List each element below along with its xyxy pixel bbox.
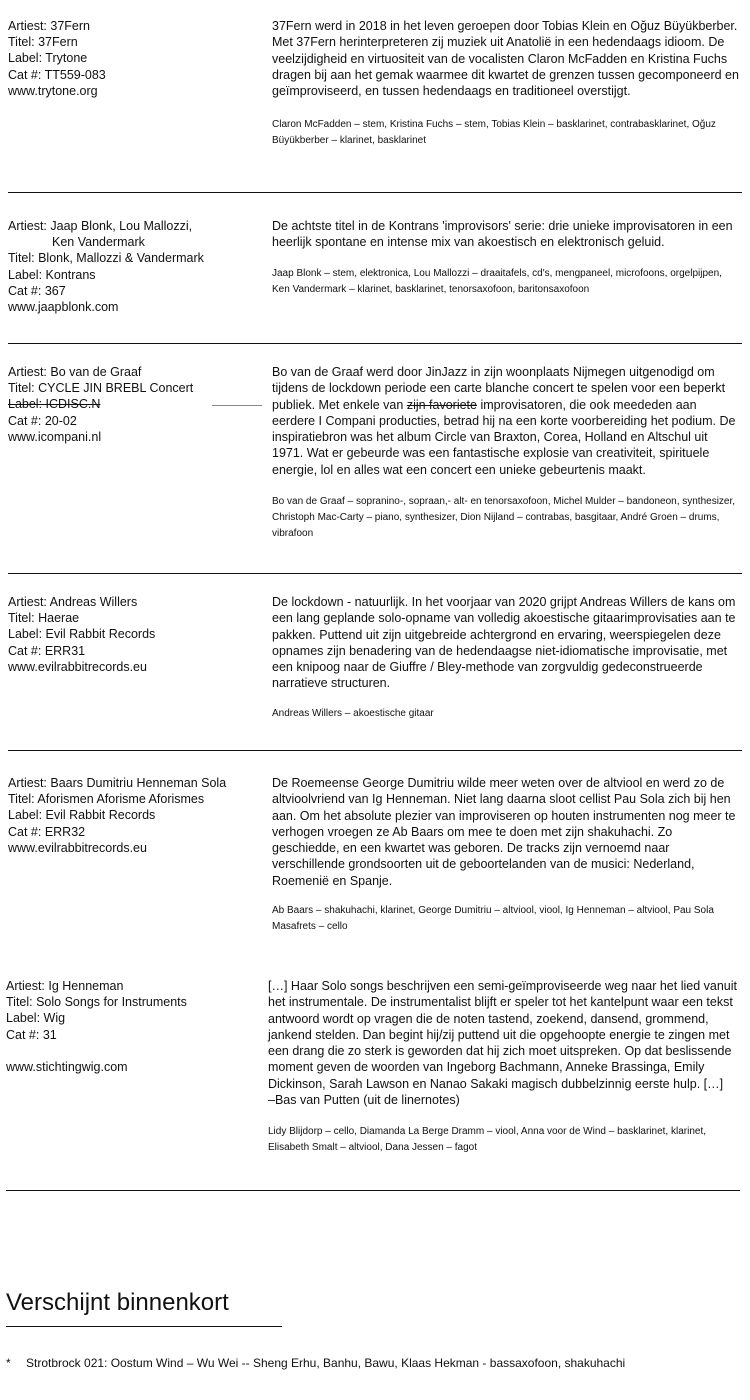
release-text — [268, 978, 738, 1156]
artist-continued: Ken Vandermark — [52, 235, 145, 250]
label: Label: Evil Rabbit Records — [8, 627, 156, 642]
catalog-number: Cat #: 367 — [8, 283, 66, 298]
description: […] Haar Solo songs beschrijven een semi-geïmproviseerde weg naar het lied vanuit het instrumentale. De instrumentalist blijft er speler tot het kantelpunt waar een tekst antwoord wordt op vragen die de noten tastend, zoekend, dansend, grommend, jankend stelden. Dan begint hij/zij puttend uit die opgehoopte energie te zingen met een drang die zo sterk is geworden dat hij zich moet uitspreken. Op dat beslissende moment geven de woorden van Ingeborg Bachmann, Anneke Brassinga, Emily Dickinson, Sarah Lawson en Nanao Sakaki magisch dubbelzinnig eerste hulp. […] — [268, 979, 737, 1091]
description: De lockdown - natuurlijk. In het voorjaar van 2020 grijpt Andreas Willers de kans om een lang geplande solo-opname van volledig akoestische gitaarimprovisaties aan te pakken. Puttend uit zijn uitgebreide achtergrond en ervaring, weerspiegelen deze opnames zijn benadering van de hedendaagse niet-idiomatische improvisatie, met een knipoog naar de Giuffre / Bley-methode van zorgvuldig gedeconstrueerde narratieve structuren. — [272, 595, 736, 691]
credits: Andreas Willers – akoestische gitaar — [272, 707, 434, 719]
upcoming-release-text: Strotbrock 021: Oostum Wind – Wu Wei -- Sheng Erhu, Banhu, Bawu, Klaas Hekman - bassaxofoon, shakuhachi — [26, 1356, 626, 1370]
divider — [8, 192, 742, 193]
label: Label: Kontrans — [8, 267, 96, 282]
description: De achtste titel in de Kontrans 'improvisors' serie: drie unieke improvisatoren in een heerlijk spontane en intense mix van akoestisch en elektronisch geluid. — [272, 219, 733, 250]
artist: Artiest: Baars Dumitriu Henneman Sola — [8, 776, 227, 790]
title: Titel: Blonk, Mallozzi & Vandermark — [8, 251, 204, 266]
credits: Ab Baars – shakuhachi, klarinet, George Dumitriu – altviool, viool, Ig Henneman – altviool, Pau Sola Masafrets – cello — [272, 905, 714, 933]
artist: Artiest: Bo van de Graaf — [8, 365, 142, 379]
title: Titel: Haerae — [8, 611, 80, 626]
website-link[interactable]: www.evilrabbitrecords.eu — [8, 840, 147, 855]
description: 37Fern werd in 2018 in het leven geroepen door Tobias Klein en Oğuz Büyükberber. Met 37Fern herinterpreteren zij muziek uit Anatolië in een hedendaags idioom. De veelzijdigheid en virtuositeit van de vocalisten Claron McFadden en Kristina Fuchs dragen bij aan het gemak waarmee dit kwartet de grenzen tussen gecomponeerd en geïmproviseerd, en tussen hedendaags en traditioneel overstijgt. — [272, 19, 739, 99]
artist: Artiest: Ig Henneman — [6, 979, 124, 993]
website-link[interactable]: www.evilrabbitrecords.eu — [8, 659, 147, 674]
website-link[interactable]: www.trytone.org — [8, 83, 98, 98]
catalog-number: Cat #: ERR31 — [8, 643, 86, 658]
credits: Lidy Blijdorp – cello, Diamanda La Berge Dramm – viool, Anna voor de Wind – basklarinet, klarinet, Elisabeth Smalt – altviool, Dana Jessen – fagot — [268, 1126, 706, 1154]
divider — [6, 1190, 740, 1191]
artist: Artiest: Jaap Blonk, Lou Mallozzi, — [8, 219, 193, 233]
credits: Bo van de Graaf – sopranino-, sopraan,- alt- en tenorsaxofoon, Michel Mulder – bandoneon, synthesizer, Christoph Mac-Carty – piano, synthesizer, Dion Nijland – contrabas, basgitaar, André Groen – drums, vibrafoon — [272, 496, 736, 540]
release-info — [6, 978, 256, 1075]
artist: Artiest: Andreas Willers — [8, 595, 138, 609]
credits: Claron McFadden – stem, Kristina Fuchs – stem, Tobias Klein – basklarinet, contrabasklarinet, Oğuz Büyükberber – klarinet, basklarinet — [272, 119, 716, 147]
title: Titel: Aforismen Aforisme Aforismes — [8, 792, 205, 807]
release-text — [272, 594, 742, 722]
website-link[interactable]: www.jaapblonk.com — [8, 300, 119, 315]
label: Label: Trytone — [8, 51, 88, 66]
release-info — [8, 218, 258, 315]
label: Label: ICDISC.N — [8, 397, 101, 412]
catalog-number: Cat #: TT559-083 — [8, 67, 106, 82]
release-info — [8, 775, 258, 856]
catalog-number: Cat #: 31 — [6, 1027, 57, 1042]
release-info — [8, 18, 258, 99]
title: Titel: 37Fern — [8, 35, 78, 50]
quote-source: –Bas van Putten (uit de linernotes) — [268, 1093, 460, 1108]
release-text — [272, 775, 742, 935]
title: Titel: CYCLE JIN BREBL Concert — [8, 381, 194, 396]
bullet-marker: * — [6, 1356, 11, 1370]
title: Titel: Solo Songs for Instruments — [6, 995, 187, 1010]
label: Label: Wig — [6, 1011, 66, 1026]
section-heading: Verschijnt binnenkort — [6, 1289, 229, 1316]
description: Bo van de Graaf werd door JinJazz in zijn woonplaats Nijmegen uitgenodigd om tijdens de lockdown periode een carte blanche concert te spelen voor een beperkt publiek. Met enkele van zijn favoriete improvisatoren, die ook meededen aan eerdere I Compani producties, betrad hij na een korte voorbereiding het podium. De inspiratiebron was het album Circle van Braxton, Corea, Holland en Altschul uit 1971. Wat er gebeurde was een fantastische explosie van creativiteit, spirituele energie, lol en alles wat een concert een unieke gebeurtenis maakt. — [272, 365, 736, 477]
credits: Jaap Blonk – stem, elektronica, Lou Mallozzi – draaitafels, cd's, mengpaneel, microfoons, orgelpijpen, Ken Vandermark – klarinet, basklarinet, tenorsaxofoon, baritonsaxofoon — [272, 267, 722, 295]
catalog-number: Cat #: 20-02 — [8, 413, 77, 428]
label: Label: Evil Rabbit Records — [8, 808, 156, 823]
description: De Roemeense George Dumitriu wilde meer weten over de altviool en werd zo de altvioolvriend van Ig Henneman. Niet lang daarna sloot cellist Pau Sola zich bij hen aan. Om het absolute plezier van improviseren op houten instrumenten nog meer te verhogen vroegen ze Ab Baars om mee te doen met zijn shakuhachi. Zo geschiedde, en een kwartet was geboren. De tracks zijn vernoemd naar verschillende grondsoorten uit de geboortelanden van de musici: Nederland, Roemenië en Spanje. — [272, 776, 736, 888]
website-link[interactable]: www.stichtingwig.com — [6, 1059, 128, 1074]
release-text — [272, 218, 742, 298]
divider — [8, 343, 742, 344]
divider — [8, 750, 742, 751]
heading-underline — [6, 1326, 282, 1327]
upcoming-release-item — [6, 1355, 625, 1371]
catalog-number: Cat #: ERR32 — [8, 824, 86, 839]
divider — [8, 573, 742, 574]
release-info — [8, 594, 258, 675]
artist: Artiest: 37Fern — [8, 19, 90, 33]
release-text — [272, 364, 742, 542]
website-link[interactable]: www.icompani.nl — [8, 429, 102, 444]
pen-stroke — [212, 405, 262, 406]
release-text — [272, 18, 742, 149]
struck-text: zijn favoriete — [406, 397, 477, 412]
